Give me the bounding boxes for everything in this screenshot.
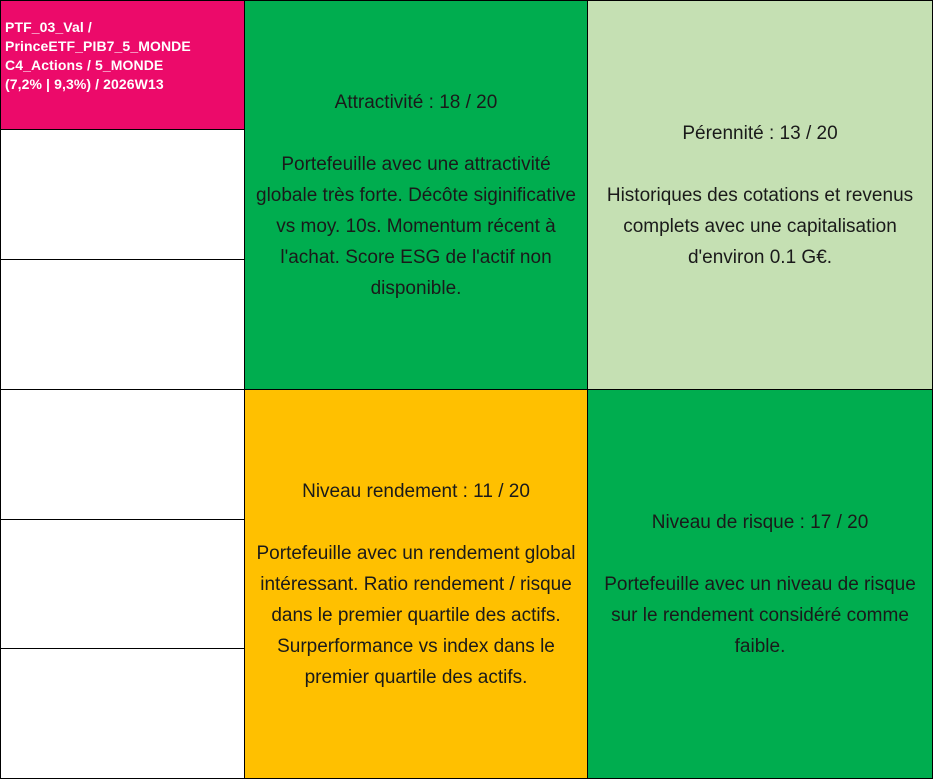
- empty-cell: [0, 519, 245, 649]
- perennite-title: Pérennité : 13 / 20: [682, 122, 838, 144]
- risque-description: Portefeuille avec un niveau de risque sur le rendement considéré comme faible.: [604, 573, 916, 657]
- empty-cell: [0, 259, 245, 390]
- rendement-description: Portefeuille avec un rendement global intéressant. Ratio rendement / risque dans le premier quartile des actifs. Surperformance vs index dans le premier quartile des actifs.: [256, 542, 576, 688]
- portfolio-header-line: PrinceETF_PIB7_5_MONDE: [5, 38, 191, 54]
- perennite-card: [587, 0, 933, 390]
- attractivite-description: Portefeuille avec une attractivité globale très forte. Décôte siginificative vs moy. 10s. Momentum récent à l'achat. Score ESG de l'actif non disponible.: [256, 153, 576, 299]
- attractivite-title: Attractivité : 18 / 20: [334, 91, 498, 113]
- portfolio-header-line: C4_Actions / 5_MONDE: [5, 57, 164, 73]
- rendement-card: [244, 389, 588, 779]
- portfolio-header-line: PTF_03_Val /: [5, 19, 92, 35]
- empty-cell: [0, 389, 245, 520]
- risque-card: [587, 389, 933, 779]
- empty-cell: [0, 648, 245, 779]
- perennite-description: Historiques des cotations et revenus complets avec une capitalisation d'environ 0.1 G€.: [606, 184, 914, 268]
- attractivite-card: [244, 0, 588, 390]
- portfolio-header-line: (7,2% | 9,3%) / 2026W13: [5, 76, 164, 92]
- rendement-title: Niveau rendement : 11 / 20: [302, 480, 530, 502]
- risque-title: Niveau de risque : 17 / 20: [651, 511, 869, 533]
- portfolio-header-cell: [0, 0, 245, 130]
- empty-cell: [0, 129, 245, 260]
